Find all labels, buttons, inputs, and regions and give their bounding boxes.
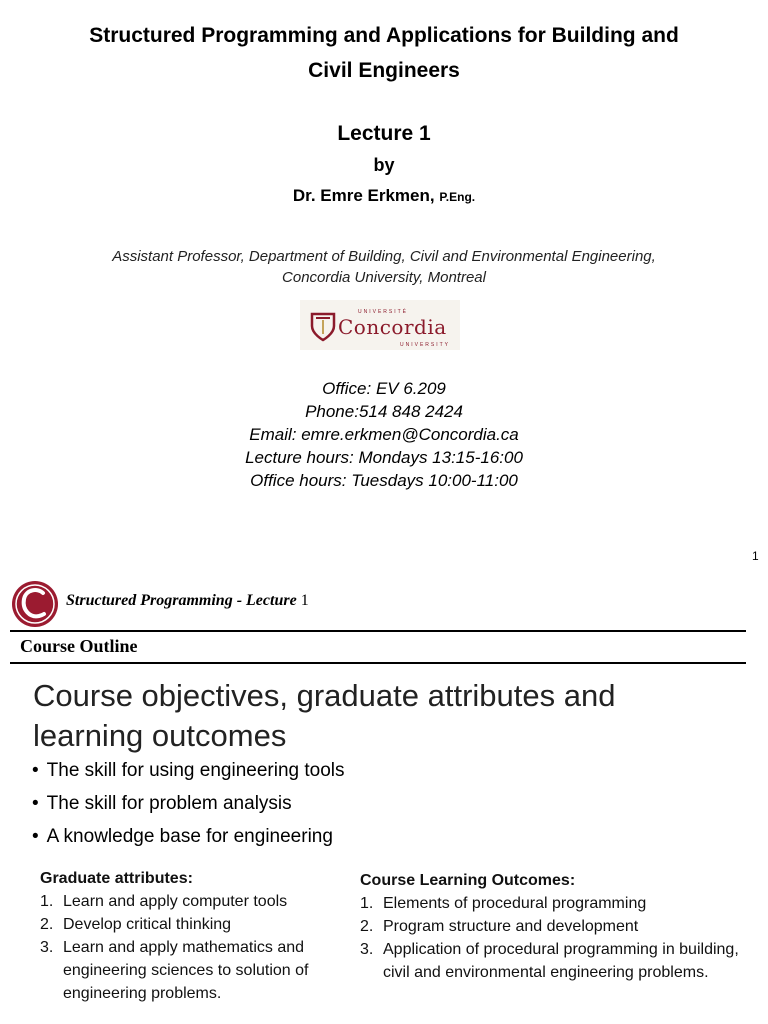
- slide-heading-line-1: Course objectives, graduate attributes and: [33, 678, 616, 713]
- item-text: Learn and apply computer tools: [63, 893, 288, 910]
- slide-header-title: Structured Programming - Lecture: [66, 592, 297, 609]
- item-number: 1.: [40, 893, 54, 910]
- office-hours: Office hours: Tuesdays 10:00-11:00: [250, 471, 518, 490]
- graduate-attributes: [40, 870, 360, 1005]
- slide-heading-line-2: learning outcomes: [33, 718, 287, 753]
- list-item: [360, 892, 760, 915]
- slide-heading: [33, 676, 615, 756]
- slide-header-number: 1: [300, 592, 309, 609]
- page-number: 1: [752, 549, 759, 563]
- list-item: [40, 890, 360, 913]
- header-rule-bottom: [10, 662, 746, 664]
- item-text: Application of procedural programming in building, civil and environmental engineering problems.: [383, 941, 739, 981]
- by-label: by: [373, 155, 395, 175]
- objectives-list: [32, 760, 345, 859]
- slide-title-line-2: Civil Engineers: [308, 59, 460, 82]
- list-item: [360, 938, 760, 984]
- concordia-logo: [300, 300, 460, 350]
- item-number: 1.: [360, 895, 374, 912]
- affiliation: [0, 246, 768, 288]
- concordia-c-icon: [10, 580, 60, 628]
- logo-wordmark: Concordia: [338, 315, 447, 339]
- logo-top-text: UNIVERSITÉ: [358, 309, 409, 315]
- author-suffix: P.Eng.: [439, 190, 476, 204]
- contact-info: [0, 377, 768, 492]
- concordia-crest-icon: [310, 312, 336, 342]
- item-text: Develop critical thinking: [63, 916, 232, 933]
- slide-title: [0, 18, 768, 88]
- item-text: Learn and apply mathematics and engineering sciences to solution of engineering problems.: [63, 939, 309, 1002]
- item-text: Elements of procedural programming: [383, 895, 647, 912]
- office: Office: EV 6.209: [322, 379, 446, 398]
- item-number: 2.: [360, 918, 374, 935]
- author: [0, 186, 768, 206]
- slide-header: [66, 592, 309, 610]
- lecture-number: Lecture 1: [337, 122, 431, 145]
- objective-item: • The skill for using engineering tools: [32, 760, 345, 793]
- graduate-attributes-heading: Graduate attributes:: [40, 870, 193, 887]
- item-text: Program structure and development: [383, 918, 639, 935]
- item-number: 3.: [360, 941, 374, 958]
- learning-outcomes-heading: Course Learning Outcomes:: [360, 872, 576, 889]
- item-number: 3.: [40, 939, 54, 956]
- slide-title-line-1: Structured Programming and Applications for Building and: [89, 24, 679, 47]
- list-item: [40, 936, 360, 1005]
- affiliation-line-1: Assistant Professor, Department of Building, Civil and Environmental Engineering,: [112, 248, 656, 265]
- list-item: [40, 913, 360, 936]
- objective-item: • A knowledge base for engineering: [32, 826, 345, 859]
- email: Email: emre.erkmen@Concordia.ca: [249, 425, 519, 444]
- lecture-hours: Lecture hours: Mondays 13:15-16:00: [245, 448, 523, 467]
- logo-bottom-text: UNIVERSITY: [400, 342, 451, 348]
- learning-outcomes-list: [360, 892, 760, 984]
- phone: Phone:514 848 2424: [305, 402, 463, 421]
- objective-item: • The skill for problem analysis: [32, 793, 345, 826]
- header-rule-top: [10, 630, 746, 632]
- graduate-attributes-list: [40, 890, 360, 1005]
- list-item: [360, 915, 760, 938]
- affiliation-line-2: Concordia University, Montreal: [282, 269, 486, 286]
- learning-outcomes: [360, 872, 760, 984]
- section-title: Course Outline: [20, 636, 138, 656]
- item-number: 2.: [40, 916, 54, 933]
- author-name: Dr. Emre Erkmen,: [292, 186, 435, 205]
